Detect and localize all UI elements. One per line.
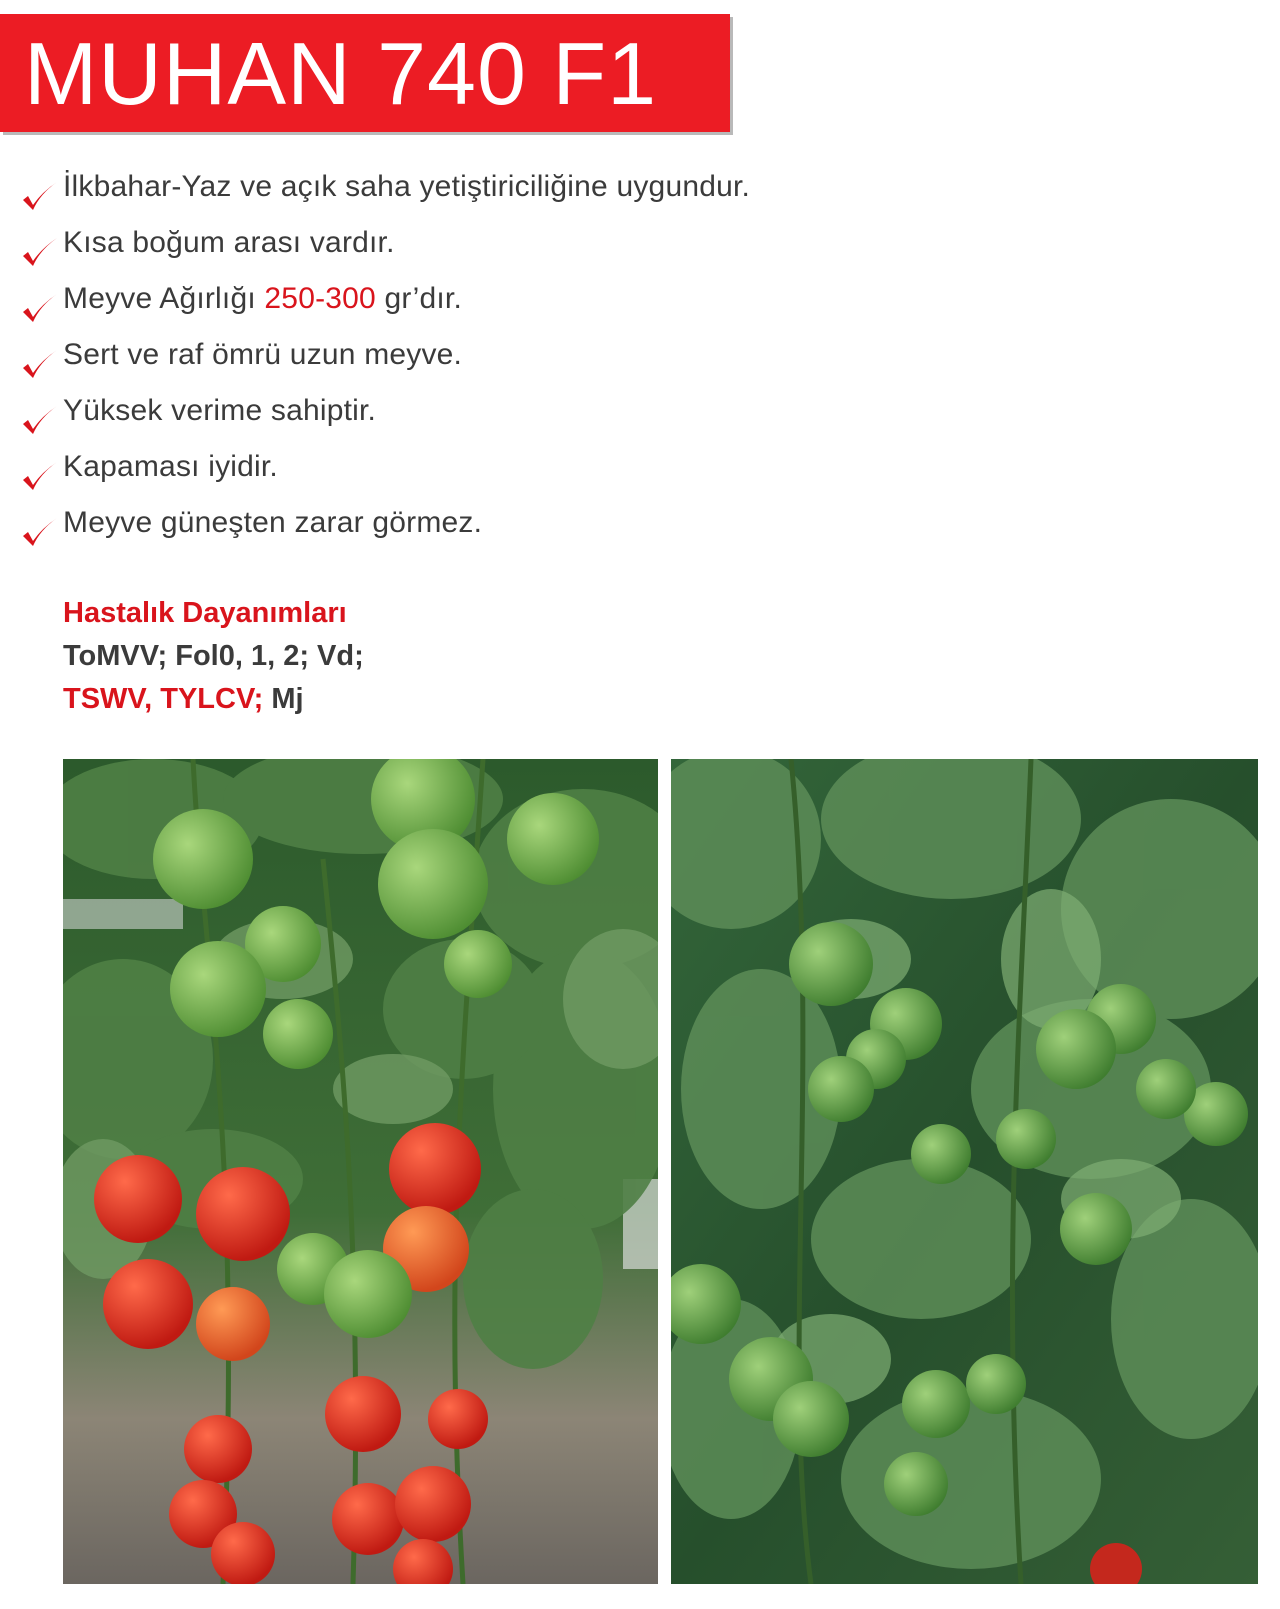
feature-item xyxy=(0,280,1000,330)
feature-text-part: gr’dır. xyxy=(375,282,462,315)
feature-item xyxy=(0,336,1000,386)
title-banner xyxy=(0,14,730,132)
check-icon xyxy=(20,178,60,218)
fruit-weight-value: 250-300 xyxy=(264,282,376,315)
resistance-line-2 xyxy=(63,678,364,721)
resistance-nematode: Mj xyxy=(263,683,304,715)
feature-item xyxy=(0,168,1000,218)
disease-resistance xyxy=(63,592,364,721)
photo-icon xyxy=(671,759,1258,1584)
feature-item xyxy=(0,392,1000,442)
feature-item xyxy=(0,504,1000,554)
feature-item xyxy=(0,224,1000,274)
feature-text: Meyve güneşten zarar görmez. xyxy=(63,506,483,539)
check-icon xyxy=(20,234,60,274)
photo-tomato-plant-ripening xyxy=(63,759,658,1584)
resistance-viruses: TSWV, TYLCV; xyxy=(63,683,264,715)
feature-text: Yüksek verime sahiptir. xyxy=(63,394,377,427)
feature-text xyxy=(63,282,462,316)
photo-tomato-plant-green xyxy=(671,759,1258,1584)
check-icon xyxy=(20,290,60,330)
photo-icon xyxy=(63,759,658,1584)
feature-item xyxy=(0,448,1000,498)
feature-text: Kısa boğum arası vardır. xyxy=(63,226,395,259)
feature-text: Kapaması iyidir. xyxy=(63,450,278,483)
check-icon xyxy=(20,514,60,554)
resistance-title: Hastalık Dayanımları xyxy=(63,597,347,629)
product-title: MUHAN 740 F1 xyxy=(24,24,658,123)
check-icon xyxy=(20,346,60,386)
feature-text-part: Meyve Ağırlığı xyxy=(63,282,265,315)
check-icon xyxy=(20,458,60,498)
resistance-line-1: ToMVV; Fol0, 1, 2; Vd; xyxy=(63,640,364,672)
check-icon xyxy=(20,402,60,442)
feature-text: Sert ve raf ömrü uzun meyve. xyxy=(63,338,463,371)
feature-text: İlkbahar-Yaz ve açık saha yetiştiriciliğine uygundur. xyxy=(63,170,751,203)
